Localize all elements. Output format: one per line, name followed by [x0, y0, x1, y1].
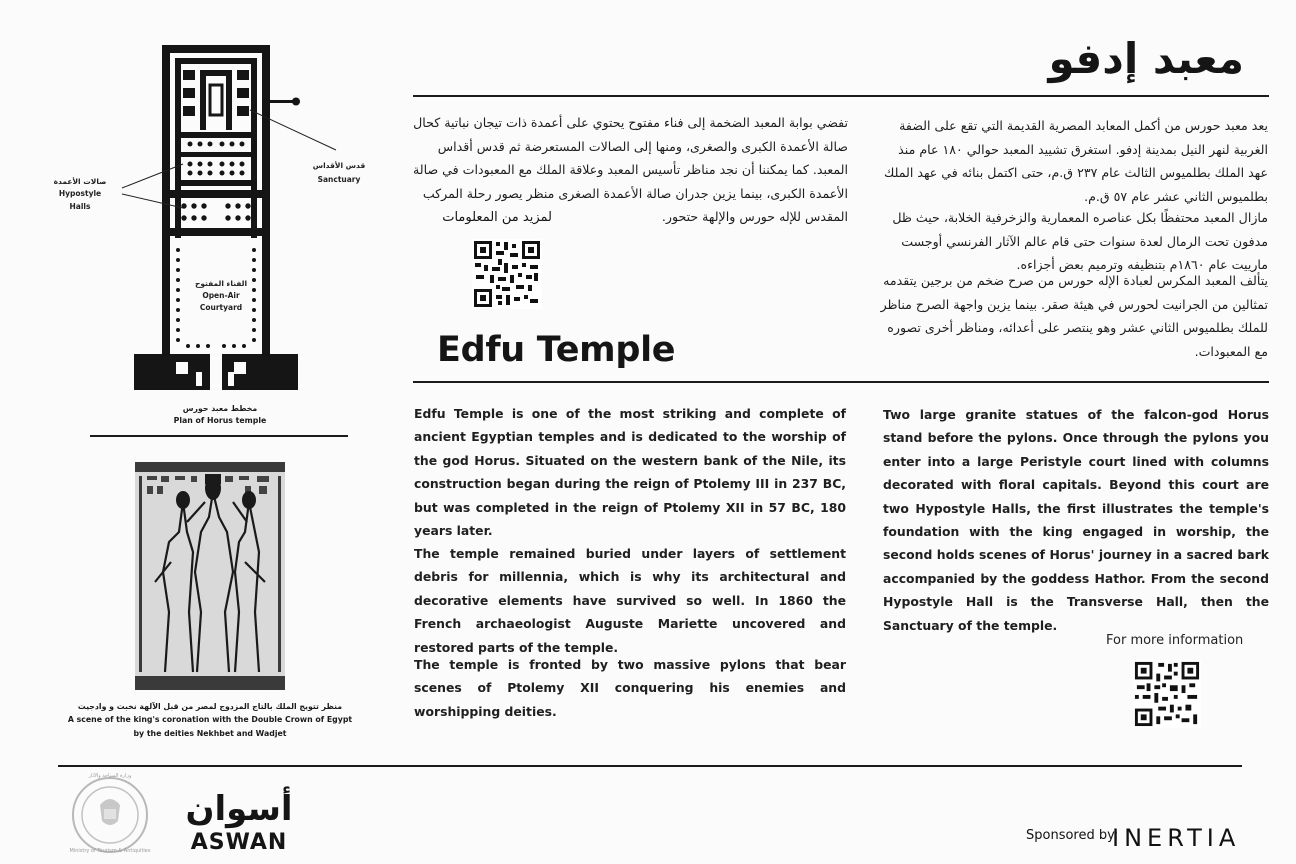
- arabic-right-para-1: يعد معبد حورس من أكمل المعابد المصرية القديمة التي تقع على الضفة الغربية لنهر النيل بمدينة إدفو. استغرق تشييد المعبد حوالي ١٨٠ عام منذ عهد الملك بطلميوس الثالث عام ٢٣٧ ق.م، حتى اكتمل بنائه في عهد الملك بطلميوس الثاني عشر عام ٥٧ ق.م.: [883, 118, 1268, 204]
- sponsored-by-label: Sponsored by:: [1026, 828, 1119, 843]
- aswan-logo-ar: أسوان: [185, 789, 293, 829]
- sanctuary-label-en: Sanctuary: [317, 175, 361, 184]
- hypostyle-label-en-2: Halls: [69, 202, 91, 211]
- ministry-text: Ministry of Tourism & Antiquities: [69, 848, 151, 854]
- arabic-more-info: لمزيد من المعلومات: [442, 210, 552, 225]
- arabic-title: معبد إدفو: [1048, 34, 1244, 83]
- qr-code-arabic[interactable]: [472, 239, 542, 309]
- footer-rule: [58, 765, 1242, 767]
- temple-plan-diagram: [50, 40, 360, 395]
- ministry-seal-logo: [70, 775, 150, 855]
- qr-code-english[interactable]: [1133, 660, 1201, 728]
- coronation-relief-image: [135, 462, 285, 690]
- english-right-para: Two large granite statues of the falcon-god Horus stand before the pylons. Once through the pylons you enter into a large Peristyle court lined with columns decorated with floral capitals. Beyond this court are two Hypostyle Halls, the first illustrates the temple's foundation with the king engaged in worship, the second holds scenes of Horus' journey in a sacred bark accompanied by the goddess Hathor. From the second Hypostyle Hall is the Transverse Hall, then the Sanctuary of the temple.: [883, 407, 1269, 633]
- mid-rule: [413, 381, 1269, 383]
- relief-caption-en-1: A scene of the king's coronation with the Double Crown of Egypt: [67, 715, 353, 724]
- relief-caption-ar: منظر تتويج الملك بالتاج المزدوج لمصر من قبل الآلهة نخبت و وادجيت: [77, 702, 343, 711]
- english-para-2: The temple remained buried under layers of settlement debris for millennia, which is why its architectural and decorative elements have survived so well. In 1860 the French archaeologist Auguste Mariette uncovered and restored parts of the temple.: [414, 546, 846, 655]
- courtyard-label-ar: الفناء المفتوح: [194, 279, 248, 288]
- top-rule: [413, 95, 1269, 97]
- english-title: Edfu Temple: [437, 330, 676, 370]
- hypostyle-label-ar: صالات الأعمدة: [53, 177, 107, 186]
- ministry-text-ar: وزارة السياحة والآثار: [88, 773, 132, 779]
- aswan-logo-en: ASWAN: [190, 830, 288, 855]
- arabic-right-para-3: يتألف المعبد المكرس لعبادة الإله حورس من صرح ضخم من برجين يتقدمه تمثالين من الجرانيت لحورس في هيئة صقر. بينما يزين واجهة الصرح مناظر للملك بطلميوس الثاني عشر وهو ينتصر على أعدائه، ومناظر أخرى تصوره مع المعبودات.: [880, 273, 1268, 359]
- english-para-1: Edfu Temple is one of the most striking and complete of ancient Egyptian temples and is dedicated to the worship of the god Horus. Situated on the western bank of the Nile, its construction began during the reign of Ptolemy III in 237 BC, but was completed in the reign of Ptolemy XII in 57 BC, 180 years later.: [414, 406, 846, 539]
- hypostyle-label-en-1: Hypostyle: [58, 189, 102, 198]
- sponsor-logo-inertia: INERTIA: [1112, 824, 1241, 852]
- arabic-left-para: تفضي بوابة المعبد الضخمة إلى فناء مفتوح يحتوي على أعمدة ذات تيجان نباتية كحال صالة الأعمدة الكبرى والصغرى، ومنها إلى الصالات المستعرضة ثم قدس أقداس المعبد. كما يمكننا أن نجد مناظر تأسيس المعبد وعلاقة الملك مع المعبودات في صالة الأعمدة الكبرى، بينما يزين جدران صالة الأعمدة الصغرى منظر يصور رحلة المركب المقدس للإله حورس والإلهة حتحور.: [413, 115, 848, 224]
- courtyard-label-en-2: Courtyard: [199, 303, 243, 312]
- arabic-right-para-2: مازال المعبد محتفظًا بكل عناصره المعمارية والزخرفية الخلابة، حيث ظل مدفون تحت الرمال لعدة سنوات حتى قام عالم الآثار الفرنسي أوجست مارييت عام ١٨٦٠م بتنظيفه وترميم بعض أجزاءه.: [892, 210, 1268, 272]
- relief-caption-en-2: by the deities Nekhbet and Wadjet: [133, 729, 287, 738]
- plan-caption-en: Plan of Horus temple: [173, 416, 267, 425]
- english-more-info: For more information: [1106, 633, 1244, 648]
- plan-caption-ar: مخطط معبد حورس: [182, 404, 258, 413]
- courtyard-label-en-1: Open-Air: [202, 291, 240, 300]
- plan-divider-rule: [90, 435, 348, 437]
- english-para-3: The temple is fronted by two massive pylons that bear scenes of Ptolemy XII conquering his enemies and worshipping deities.: [414, 657, 846, 719]
- sanctuary-label-ar: قدس الأقداس: [312, 161, 366, 170]
